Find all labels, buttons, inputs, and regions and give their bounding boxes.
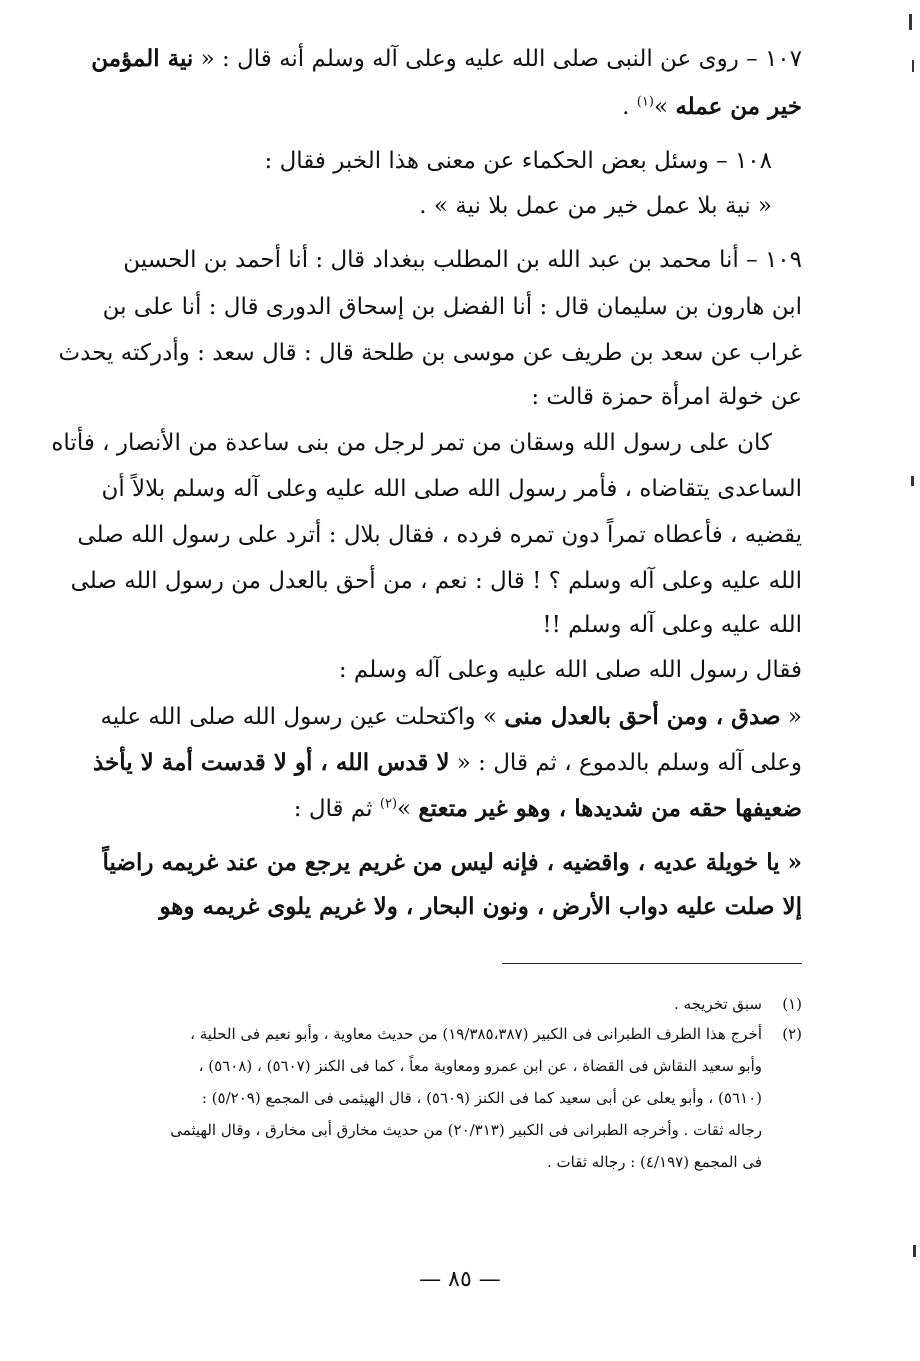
period: .: [622, 94, 637, 120]
entry-108-line-2: « نية بلا عمل خير من عمل بلا نية » .: [419, 193, 772, 219]
story-line-3: يقضيه ، فأعطاه تمراً دون تمره فرده ، فقال بلال : أترد على رسول الله صلى: [77, 522, 802, 548]
footnote-1-text: سبق تخريجه .: [674, 995, 762, 1013]
entry-108-line-1: ١٠٨ – وسئل بعض الحكماء عن معنى هذا الخبر فقال :: [264, 148, 772, 174]
entry-107-quote: نية المؤمن: [91, 45, 194, 72]
story-line-4: الله عليه وعلى آله وسلم ؟ ! قال : نعم ، من أحق بالعدل من رسول الله صلى: [70, 568, 802, 594]
story-text: » واكتحلت عين رسول الله صلى الله عليه: [100, 704, 505, 730]
story-line-8: [92, 748, 802, 778]
story-line-6: فقال رسول الله صلى الله عليه وعلى آله وسلم :: [338, 657, 802, 683]
entry-107-quote-end: خير من عمله: [675, 93, 802, 120]
entry-109-line-4: عن خولة امرأة حمزة قالت :: [531, 384, 802, 410]
scan-edge-mark: [912, 60, 914, 72]
footnote-2-line-5: فى المجمع (٤/١٩٧) : رجاله ثقات .: [547, 1153, 762, 1171]
scan-edge-mark: [913, 1245, 916, 1257]
entry-109-line-1: ١٠٩ – أنا محمد بن عبد الله بن المطلب ببغداد قال : أنا أحمد بن الحسين: [123, 247, 802, 273]
footnote-1-number: (١): [782, 995, 802, 1013]
footnote-ref-1: (١): [636, 94, 654, 110]
footnote-2-line-2: وأبو سعيد النقاش فى القضاة ، عن ابن عمرو ومعاوية معاً ، كما فى الكنز (٥٦٠٧) ، (٥٦٠٨) ،: [198, 1057, 762, 1075]
story-line-9: [102, 794, 802, 824]
entry-109-line-3: غراب عن سعد بن طريف عن موسى بن طلحة قال : قال سعد : وأدركته يحدث: [58, 340, 802, 366]
entry-107-text: ١٠٧ – روى عن النبى صلى الله عليه وعلى آله وسلم أنه قال : «: [193, 46, 802, 72]
page-number: — ٨٥ —: [419, 1267, 501, 1292]
story-line-5: الله عليه وعلى آله وسلم !!: [542, 612, 802, 638]
footnote-2-number: (٢): [782, 1025, 802, 1043]
story-line-10: « يا خويلة عديه ، واقضيه ، فإنه ليس من غريم يرجع من عند غريمه راضياً: [102, 849, 802, 876]
prophet-quote-2: لا قدس الله ، أو لا قدست أمة لا يأخذ: [92, 749, 450, 776]
story-line-1: كان على رسول الله وسقان من تمر لرجل من بنى ساعدة من الأنصار ، فأتاه: [51, 430, 772, 456]
prophet-quote-2-end: ضعيفها حقه من شديدها ، وهو غير متعتع: [418, 795, 802, 822]
footnote-divider: [502, 963, 802, 964]
story-text: وعلى آله وسلم بالدموع ، ثم قال : «: [449, 750, 802, 776]
story-line-11: إلا صلت عليه دواب الأرض ، ونون البحار ، ولا غريم يلوى غريمه وهو: [159, 893, 802, 920]
footnote-2-line-1: أخرج هذا الطرف الطبرانى فى الكبير (١٩/٣٨٥،٣٨٧) من حديث معاوية ، وأبو نعيم فى الحلية ،: [190, 1025, 762, 1043]
quote-close: »: [397, 796, 419, 822]
quote-close: »: [653, 94, 676, 120]
footnote-2-line-4: رجاله ثقات . وأخرجه الطبرانى فى الكبير (٢٠/٣١٣) من حديث مخارق أبى مخارق ، وقال الهيثمى: [170, 1121, 762, 1139]
footnote-2-line-3: (٥٦١٠) ، وأبو يعلى عن أبى سعيد كما فى الكنز (٥٦٠٩) ، قال الهيثمى فى المجمع (٥/٢٠٩) :: [201, 1089, 762, 1107]
quote-open: «: [780, 704, 802, 730]
story-text: ثم قال :: [293, 796, 380, 822]
story-line-7: [102, 702, 802, 732]
scan-edge-mark: [911, 476, 914, 486]
scan-edge-mark: [909, 14, 912, 30]
story-line-2: الساعدى يتقاضاه ، فأمر رسول الله صلى الله عليه وعلى آله وسلم بلالاً أن: [101, 476, 802, 502]
prophet-quote-1: صدق ، ومن أحق بالعدل منى: [504, 703, 781, 730]
entry-107-line-2: [102, 92, 802, 122]
footnote-ref-2: (٢): [379, 796, 398, 812]
entry-109-line-2: ابن هارون بن سليمان قال : أنا الفضل بن إسحاق الدورى قال : أنا على بن: [102, 294, 802, 320]
entry-107-line-1: [91, 44, 802, 74]
